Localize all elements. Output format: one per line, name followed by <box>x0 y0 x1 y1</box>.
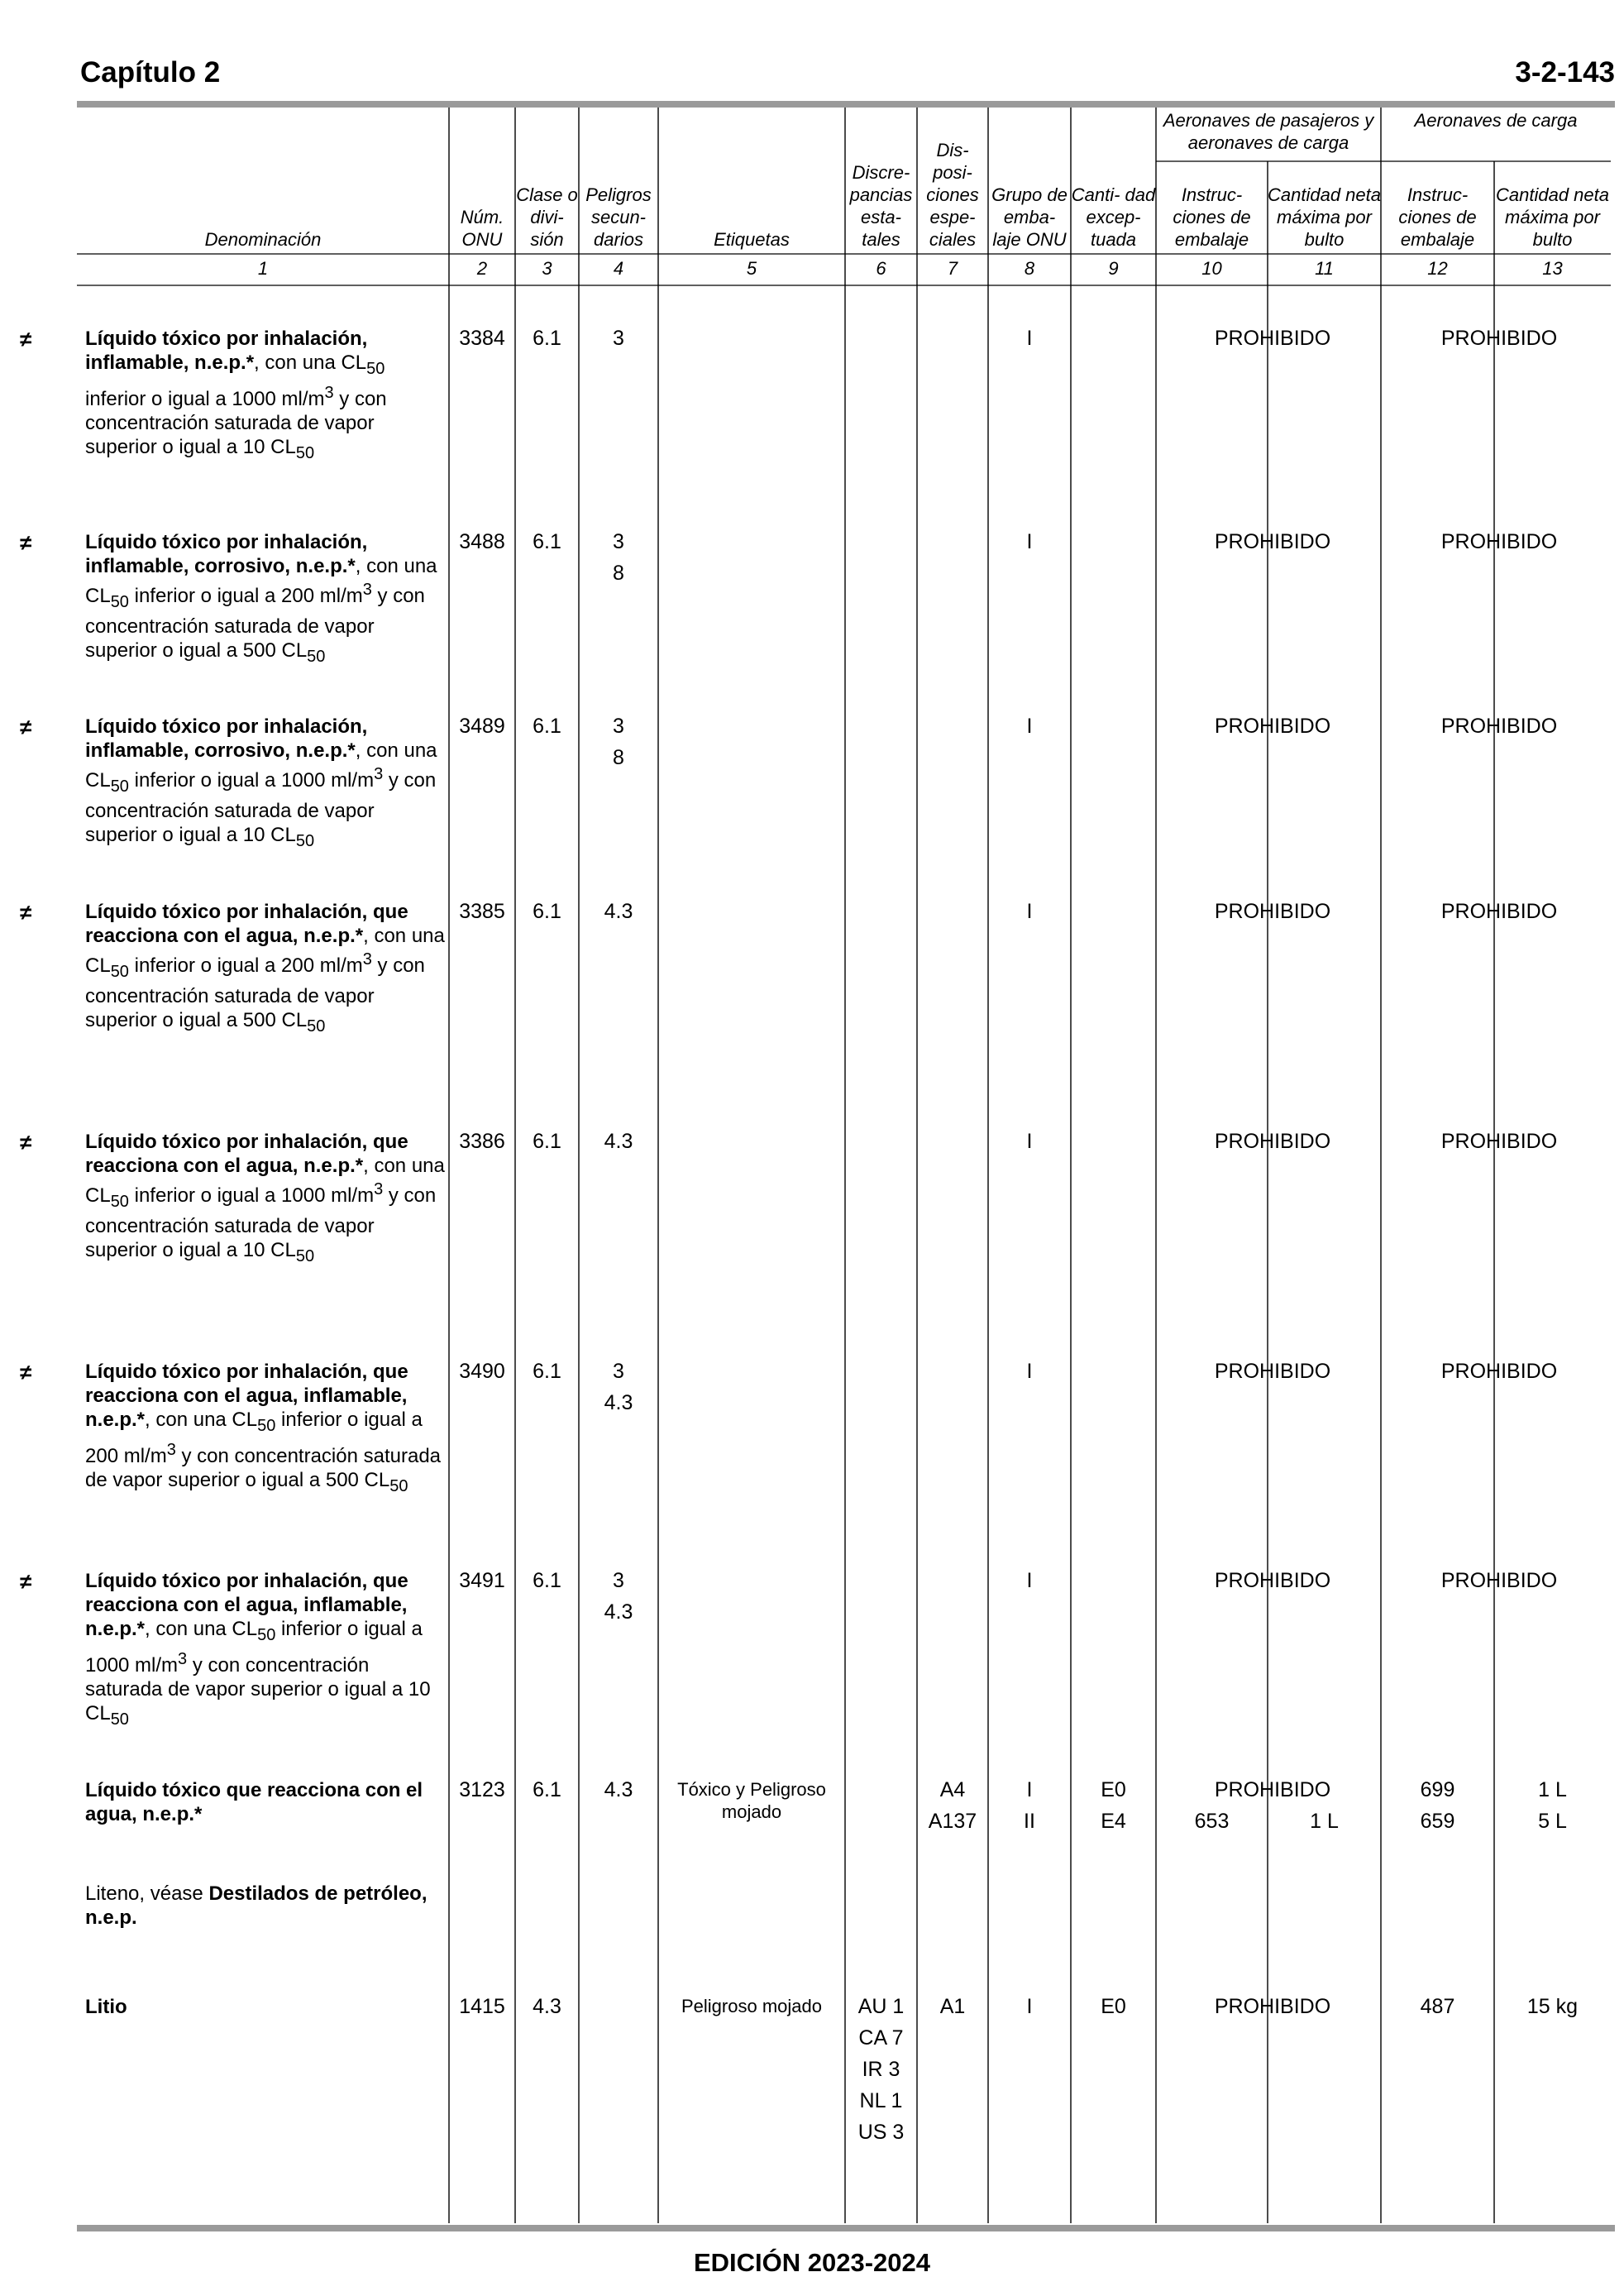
substance-name: Líquido tóxico por inhalación, que reacciona con el agua, n.e.p.*, con una $CL_{50}$ inferior o igual a 1000 $ml/m^3$ y con concentración saturada de vapor superior o igual a 10 $CL_{50}$ <box>85 1131 445 1265</box>
class-division: 6.1 <box>533 900 561 923</box>
column-header: Instruc- ciones de embalaje <box>1398 184 1477 250</box>
substance-name: Litio <box>85 1996 127 2018</box>
column-number: 2 <box>476 258 488 279</box>
un-number: 3385 <box>459 900 505 923</box>
cargo-prohibited: PROHIBIDO <box>1440 900 1558 923</box>
cargo-prohibited: PROHIBIDO <box>1440 1360 1558 1383</box>
change-mark: ≠ <box>20 1130 32 1155</box>
chapter-title: Capítulo 2 <box>80 56 221 88</box>
subsidiary-hazard: 8 <box>613 562 624 585</box>
subsidiary-hazard: 4.3 <box>604 1130 633 1153</box>
edition-footer: EDICIÓN 2023-2024 <box>693 2248 931 2277</box>
column-header: Clase o divi- sión <box>516 184 578 250</box>
column-header: Dis- posi- ciones espe- ciales <box>926 140 979 250</box>
column-header: Instruc- ciones de embalaje <box>1173 184 1251 250</box>
column-header: Núm. ONU <box>460 207 504 250</box>
column-number: 1 <box>257 258 269 279</box>
excepted-quantity: E0 <box>1101 1778 1126 1801</box>
special-provision: A1 <box>939 1995 966 2018</box>
un-number: 3386 <box>459 1130 505 1153</box>
passenger-prohibited: PROHIBIDO <box>1214 1778 1331 1801</box>
packing-group: II <box>1024 1810 1035 1833</box>
change-mark: ≠ <box>20 1569 32 1594</box>
passenger-prohibited: PROHIBIDO <box>1214 1130 1331 1153</box>
column-number: 5 <box>746 258 757 279</box>
packing-group: I <box>1026 530 1033 553</box>
hazard-labels: Tóxico y Peligroso mojado <box>677 1779 826 1822</box>
cargo-prohibited: PROHIBIDO <box>1440 1130 1558 1153</box>
cargo-max-quantity: 1 L <box>1538 1778 1567 1801</box>
cargo-max-quantity: 15 kg <box>1526 1995 1579 2018</box>
substance-name: Líquido tóxico por inhalación, inflamable, n.e.p.*, con una $CL_{50}$ inferior o igual a 1000 $ml/m^3$ y con concentración saturada de vapor superior o igual a 10 $CL_{50}$ <box>85 328 387 462</box>
packing-group: I <box>1026 327 1033 350</box>
subsidiary-hazard: 3 <box>613 1569 624 1592</box>
packing-group: I <box>1026 1360 1033 1383</box>
subsidiary-hazard: 3 <box>613 530 624 553</box>
class-division: 6.1 <box>533 1130 561 1153</box>
class-division: 6.1 <box>533 530 561 553</box>
state-variation: AU 1 <box>857 1995 905 2018</box>
subsidiary-hazard: 3 <box>613 715 624 738</box>
column-header: Discre- pancias esta- tales <box>849 162 913 250</box>
subsidiary-hazard: 4.3 <box>604 900 633 923</box>
class-division: 4.3 <box>533 1995 561 2018</box>
column-number: 8 <box>1024 258 1035 279</box>
un-number: 3123 <box>459 1778 505 1801</box>
change-mark: ≠ <box>20 327 32 352</box>
cargo-prohibited: PROHIBIDO <box>1440 1569 1558 1592</box>
un-number: 3489 <box>459 715 505 738</box>
special-provision: A4 <box>939 1778 966 1801</box>
packing-group: I <box>1026 1569 1033 1592</box>
un-number: 3491 <box>459 1569 505 1592</box>
column-number: 7 <box>947 258 958 279</box>
substance-name: Liteno, véase Destilados de petróleo, n.e.p. <box>85 1882 427 1929</box>
cargo-packing-instruction: 659 <box>1420 1810 1455 1833</box>
excepted-quantity: E4 <box>1101 1810 1126 1833</box>
packing-group: I <box>1026 900 1033 923</box>
passenger-prohibited: PROHIBIDO <box>1214 1569 1331 1592</box>
cargo-prohibited: PROHIBIDO <box>1440 327 1558 350</box>
passenger-prohibited: PROHIBIDO <box>1214 530 1331 553</box>
packing-group: I <box>1026 1995 1033 2018</box>
subsidiary-hazard: 3 <box>613 327 624 350</box>
column-header: Peligros secun- darios <box>585 184 652 250</box>
substance-name: Líquido tóxico por inhalación, que reacciona con el agua, n.e.p.*, con una $CL_{50}$ inferior o igual a 200 $ml/m^3$ y con concentración saturada de vapor superior o igual a 500 $CL_{50}$ <box>85 901 445 1036</box>
substance-name: Líquido tóxico por inhalación, inflamable, corrosivo, n.e.p.*, con una $CL_{50}$ inferior o igual a 200 $ml/m^3$ y con concentración saturada de vapor superior o igual a 500 $CL_{50}$ <box>85 531 437 666</box>
un-number: 3384 <box>459 327 505 350</box>
group-header-passenger: Aeronaves de pasajeros y aeronaves de carga <box>1163 110 1374 153</box>
hazard-labels: Peligroso mojado <box>681 1996 822 2016</box>
cargo-packing-instruction: 699 <box>1420 1778 1455 1801</box>
un-number: 1415 <box>459 1995 505 2018</box>
cargo-max-quantity: 5 L <box>1538 1810 1567 1833</box>
subsidiary-hazard: 8 <box>613 746 624 769</box>
un-number: 3490 <box>459 1360 505 1383</box>
column-header: Cantidad neta máxima por bulto <box>1268 184 1381 250</box>
state-variation: NL 1 <box>859 2089 903 2112</box>
change-mark: ≠ <box>20 530 32 555</box>
column-header: Cantidad neta máxima por bulto <box>1496 184 1609 250</box>
column-header: Grupo de emba- laje ONU <box>991 184 1068 250</box>
special-provision: A137 <box>928 1810 977 1833</box>
excepted-quantity: E0 <box>1101 1995 1126 2018</box>
subsidiary-hazard: 4.3 <box>604 1778 633 1801</box>
un-number: 3488 <box>459 530 505 553</box>
change-mark: ≠ <box>20 900 32 925</box>
state-variation: CA 7 <box>858 2026 904 2050</box>
column-number: 4 <box>613 258 624 279</box>
packing-group: I <box>1026 1778 1033 1801</box>
passenger-prohibited: PROHIBIDO <box>1214 1995 1331 2018</box>
state-variation: US 3 <box>857 2121 905 2144</box>
column-number: 10 <box>1201 258 1222 279</box>
class-division: 6.1 <box>533 715 561 738</box>
substance-name: Líquido tóxico por inhalación, que reacciona con el agua, inflamable, n.e.p.*, con una $CL_{50}$ inferior o igual a 1000 $ml/m^3$ y con concentración saturada de vapor superior o igual a 10 $CL_{50}$ <box>85 1570 431 1729</box>
subsidiary-hazard: 4.3 <box>604 1600 633 1624</box>
change-mark: ≠ <box>20 715 32 739</box>
column-number: 3 <box>542 258 552 279</box>
packing-group: I <box>1026 1130 1033 1153</box>
class-division: 6.1 <box>533 1569 561 1592</box>
class-division: 6.1 <box>533 1778 561 1801</box>
packing-group: I <box>1026 715 1033 738</box>
column-header: Canti- dad excep- tuada <box>1071 184 1156 250</box>
column-header: Etiquetas <box>714 229 790 250</box>
substance-name: Líquido tóxico por inhalación, inflamable, corrosivo, n.e.p.*, con una $CL_{50}$ inferior o igual a 1000 $ml/m^3$ y con concentración saturada de vapor superior o igual a 10 $CL_{50}$ <box>85 715 437 850</box>
passenger-prohibited: PROHIBIDO <box>1214 327 1331 350</box>
passenger-prohibited: PROHIBIDO <box>1214 715 1331 738</box>
column-number: 6 <box>876 258 886 279</box>
class-division: 6.1 <box>533 327 561 350</box>
column-number: 9 <box>1108 258 1119 279</box>
column-header: Denominación <box>204 229 322 250</box>
cargo-packing-instruction: 487 <box>1420 1995 1455 2018</box>
column-number: 13 <box>1542 258 1563 279</box>
class-division: 6.1 <box>533 1360 561 1383</box>
cargo-prohibited: PROHIBIDO <box>1440 715 1558 738</box>
subsidiary-hazard: 3 <box>613 1360 624 1383</box>
passenger-max-quantity: 1 L <box>1310 1810 1339 1833</box>
passenger-prohibited: PROHIBIDO <box>1214 900 1331 923</box>
state-variation: IR 3 <box>862 2058 900 2081</box>
substance-name: Líquido tóxico por inhalación, que reacciona con el agua, inflamable, n.e.p.*, con una $CL_{50}$ inferior o igual a 200 $ml/m^3$ y con concentración saturada de vapor superior o igual a 500 $CL_{50}$ <box>85 1361 442 1495</box>
cargo-prohibited: PROHIBIDO <box>1440 530 1558 553</box>
substance-name: Líquido tóxico que reacciona con el agua, n.e.p.* <box>85 1779 423 1825</box>
column-number: 12 <box>1427 258 1448 279</box>
subsidiary-hazard: 4.3 <box>604 1391 633 1414</box>
change-mark: ≠ <box>20 1360 32 1385</box>
page-number: 3-2-143 <box>1515 56 1615 88</box>
passenger-packing-instruction: 653 <box>1194 1810 1230 1833</box>
group-header-cargo: Aeronaves de carga <box>1414 110 1578 131</box>
column-number: 11 <box>1315 258 1334 279</box>
passenger-prohibited: PROHIBIDO <box>1214 1360 1331 1383</box>
